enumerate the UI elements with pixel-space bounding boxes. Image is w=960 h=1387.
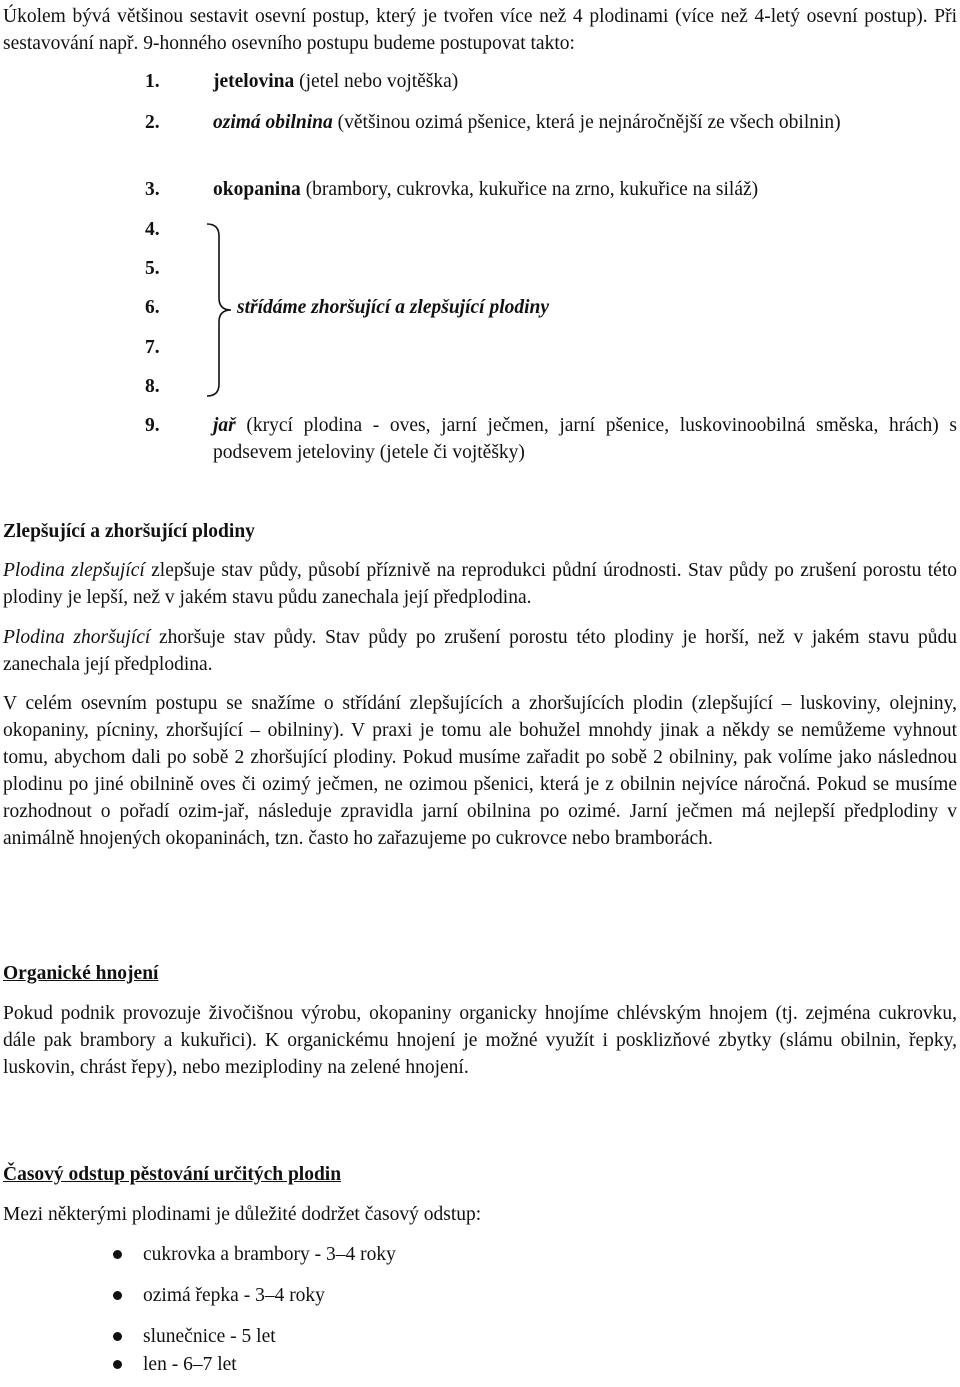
list-number: 7. — [145, 337, 160, 358]
paragraph-time-gap: Mezi některými plodinami je důležité dodržet časový odstup: — [3, 1204, 482, 1225]
paragraph-improving-crop: Plodina zlepšující zlepšuje stav půdy, působí příznivě na reprodukci půdní úrodnosti. Stav půdy po zrušení porostu této plodiny je lepší, než v jakém stavu půdu zanechala její předplodina. — [3, 560, 957, 608]
term-worsening-crop: Plodina zhoršující — [3, 627, 151, 648]
section-heading-improving-crops: Zlepšující a zhoršující plodiny — [3, 521, 255, 542]
paragraph-organic-fertilization: Pokud podnik provozuje živočišnou výrobu, okopaniny organicky hnojíme chlévským hnojem (tj. zejména cukrovku, dále pak brambory a kukuřici). K organickému hnojení je možné využít i posklizňové zbytky (slámu obilnin, řepky, luskovin, chrást řepy), nebo meziplodiny na zelené hnojení. — [3, 1003, 957, 1078]
list-term: jař — [213, 415, 236, 436]
list-term: jetelovina — [213, 71, 295, 92]
list-number: 9. — [145, 415, 160, 436]
list-number: 6. — [145, 297, 160, 318]
list-number: 1. — [145, 71, 160, 92]
curly-brace-icon — [199, 222, 239, 398]
paragraph-worsening-crop: Plodina zhoršující zhoršuje stav půdy. Stav půdy po zrušení porostu této plodiny je horší, než v jakém stavu půdu zanechala její předplodina. — [3, 627, 958, 675]
bullet-icon — [113, 1250, 122, 1259]
bullet-icon — [113, 1291, 122, 1300]
section-heading-time-gap: Časový odstup pěstování určitých plodin — [3, 1164, 342, 1185]
list-text: (brambory, cukrovka, kukuřice na zrno, kukuřice na siláž) — [300, 179, 759, 200]
list-text: (jetel nebo vojtěška) — [294, 71, 459, 92]
intro-paragraph: Úkolem bývá většinou sestavit osevní postup, který je tvořen více než 4 plodinami (více než 4-letý osevní postup). Při sestavování např. 9-honného osevního postupu budeme postupovat takto: — [3, 6, 957, 54]
list-term: ozimá obilnina — [213, 112, 333, 133]
list-number: 4. — [145, 219, 160, 240]
brace-label: střídáme zhoršující a zlepšující plodiny — [237, 297, 550, 318]
term-improving-crop: Plodina zlepšující — [3, 560, 145, 581]
bullet-icon — [113, 1332, 122, 1341]
list-term: okopanina — [213, 179, 301, 200]
list-number: 2. — [145, 112, 160, 133]
list-text: (většinou ozimá pšenice, která je nejnáročnější ze všech obilnin) — [332, 112, 841, 133]
list-text: (krycí plodina - oves, jarní ječmen, jarní pšenice, luskovinoobilná směska, hrách) s podsevem jeteloviny (jetele či vojtěšky) — [213, 415, 957, 463]
list-number: 3. — [145, 179, 160, 200]
paragraph-crop-rotation: V celém osevním postupu se snažíme o střídání zlepšujících a zhoršujících plodin (zlepšující – luskoviny, olejniny, okopaniny, pícniny, zhoršující – obilniny). V praxi je tomu ale bohužel mnohdy jinak a někdy se nemůžeme vyhnout tomu, abychom dali po sobě 2 zhoršující plodiny. Pokud musíme zařadit po sobě 2 obilniny, pak volíme jako následnou plodinu po jiné obilnině oves či ozimý ječmen, ne ozimou pšenici, která je z obilnin nejvíce náročná. Pokud se musíme rozhodnout o pořadí ozim-jař, následuje zpravidla jarní obilnina po ozimé. Jarní ječmen má nejlepší předplodiny v animálně hnojených okopaninách, tzn. často ho zařazujeme po cukrovce nebo bramborách. — [3, 693, 957, 849]
bullet-icon — [113, 1360, 122, 1369]
list-number: 5. — [145, 258, 160, 279]
section-heading-organic-fertilization: Organické hnojení — [3, 963, 159, 984]
list-number: 8. — [145, 376, 160, 397]
